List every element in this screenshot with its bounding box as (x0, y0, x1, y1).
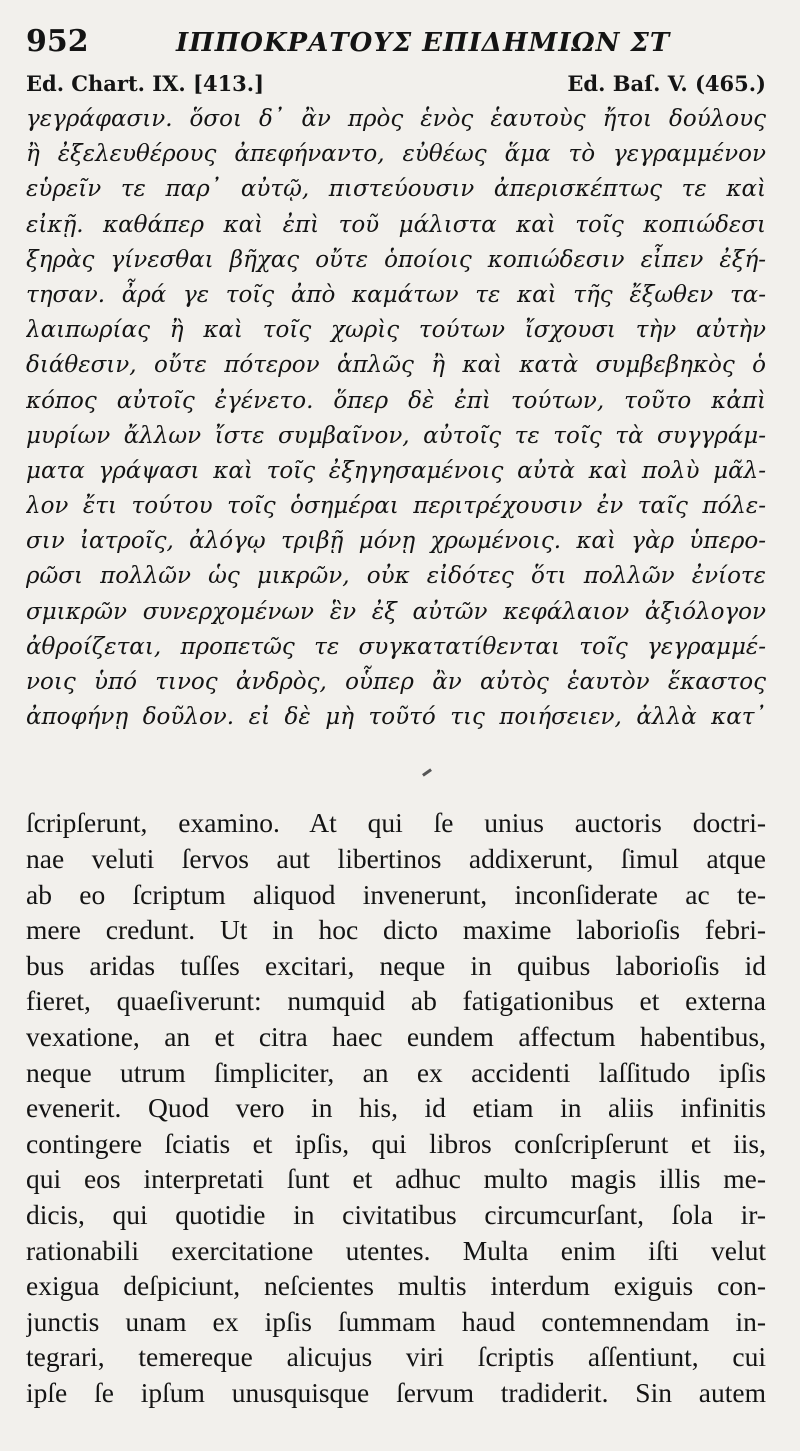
greek-text-line: διάθεσιν, οὔτε πότερον ἁπλῶς ἢ καὶ κατὰ συμβεβηκὸς ὁ (26, 352, 766, 379)
greek-text-line: νοις ὑπό τινος ἀνδρὸς, οὗπερ ἂν αὐτὸς ἑαυτὸν ἕκαστος (26, 669, 766, 695)
greek-text-line: ρῶσι πολλῶν ὡς μικρῶν, οὐκ εἰδότες ὅτι πολλῶν ἐνίοτε (26, 563, 766, 590)
greek-text-line: εἰκῇ. καθάπερ καὶ ἐπὶ τοῦ μάλιστα καὶ τοῖς κοπιώδεσι (26, 211, 766, 238)
greek-text-line: ματα γράψασι καὶ τοῖς ἐξηγησαμένοις αὐτὰ καὶ πολὺ μᾶλ- (26, 457, 766, 484)
greek-text-line: μυρίων ἄλλων ἴστε συμβαῖνον, αὐτοῖς τε τοῖς τὰ συγγράμ- (26, 422, 766, 449)
running-head (26, 24, 766, 66)
greek-text (26, 102, 766, 735)
greek-text-line: τησαν. ἆρά γε τοῖς ἀπὸ καμάτων τε καὶ τῆς ἔξωθεν τα- (26, 281, 766, 308)
greek-text-line: εὑρεῖν τε παρ᾽ αὐτῷ, πιστεύουσιν ἀπερισκέπτως τε καὶ (26, 176, 766, 203)
greek-text-line: κόπος αὐτοῖς ἐγένετο. ὅπερ δὲ ἐπὶ τούτων, τοῦτο κἀπὶ (26, 387, 766, 414)
latin-text-line: ab eo ſcriptum aliquod invenerunt, inconſiderate ac te- (26, 878, 766, 910)
greek-text-line: σμικρῶν συνερχομένων ἓν ἐξ αὐτῶν κεφάλαιον ἀξιόλογον (26, 598, 766, 625)
latin-text-line: evenerit. Quod vero in his, id etiam in aliis infinitis (26, 1092, 766, 1124)
greek-text-line: σιν ἰατροῖς, ἀλόγῳ τριβῇ μόνῃ χρωμένοις. καὶ γὰρ ὑπερο- (26, 528, 766, 555)
latin-text-line: bus aridas tuſſes excitari, neque in quibus laborioſis id (26, 949, 766, 981)
latin-text-line: qui eos interpretati ſunt et adhuc multo magis illis me- (26, 1163, 766, 1195)
page-number: 952 (26, 24, 89, 59)
latin-text-line: junctis unam ex ipſis ſummam haud contemnendam in- (26, 1305, 766, 1337)
greek-text-line: γεγράφασιν. ὅσοι δ᾽ ἂν πρὸς ἑνὸς ἑαυτοὺς ἤτοι δούλους (26, 106, 766, 132)
greek-text-line: ἢ ἐξελευθέρους ἀπεφήναντο, εὐθέως ἅμα τὸ γεγραμμένον (26, 141, 766, 168)
latin-text-line: ipſe ſe ipſum unusquisque ſervum tradiderit. Sin autem (26, 1376, 766, 1408)
section-gap (26, 735, 766, 805)
greek-text-line: ξηρὰς γίνεσθαι βῆχας οὔτε ὁποίοις κοπιώδεσιν εἶπεν ἐξή- (26, 246, 766, 273)
latin-text-line: rationabili exercitatione utentes. Multa enim iſti velut (26, 1234, 766, 1266)
latin-text-line: nae veluti ſervos aut libertinos addixerunt, ſimul atque (26, 842, 766, 874)
edition-line (26, 66, 766, 100)
latin-text (26, 805, 766, 1410)
greek-text-line: λαιπωρίας ἢ καὶ τοῖς χωρὶς τούτων ἴσχουσι τὴν αὐτὴν (26, 317, 766, 344)
edition-right: Ed. Baſ. V. (465.) (567, 70, 766, 96)
running-title: ΙΠΠΟΚΡΑΤΟΥΣ ΕΠΙΔΗΜΙΩΝ ΣΤ (176, 28, 671, 58)
latin-text-line: fieret, quaeſiverunt: numquid ab fatigationibus et externa (26, 985, 766, 1017)
latin-text-line: mere credunt. Ut in hoc dicto maxime laborioſis febri- (26, 914, 766, 946)
latin-text-line: vexatione, an et citra haec eundem affectum habentibus, (26, 1020, 766, 1052)
latin-text-line: tegrari, temereque alicujus viri ſcriptis aſſentiunt, cui (26, 1341, 766, 1373)
greek-text-line: ἀποφήνῃ δοῦλον. εἰ δὲ μὴ τοῦτό τις ποιήσειεν, ἀλλὰ κατ᾽ (26, 704, 766, 731)
printer-mark (422, 769, 432, 777)
greek-text-line: λον ἔτι τούτου τοῖς ὁσημέραι περιτρέχουσιν ἐν ταῖς πόλε- (26, 493, 766, 520)
greek-text-line: ἀθροίζεται, προπετῶς τε συγκατατίθενται τοῖς γεγραμμέ- (26, 633, 766, 660)
latin-text-line: contingere ſciatis et ipſis, qui libros conſcripſerunt et iis, (26, 1127, 766, 1159)
latin-text-line: dicis, qui quotidie in civitatibus circumcurſant, ſola ir- (26, 1198, 766, 1230)
latin-text-line: ſcripſerunt, examino. At qui ſe unius auctoris doctri- (26, 807, 766, 839)
latin-text-line: exigua deſpiciunt, neſcientes multis interdum exiguis con- (26, 1270, 766, 1302)
latin-text-line: neque utrum ſimpliciter, an ex accidenti laſſitudo ipſis (26, 1056, 766, 1088)
edition-left: Ed. Chart. IX. [413.] (26, 70, 265, 96)
